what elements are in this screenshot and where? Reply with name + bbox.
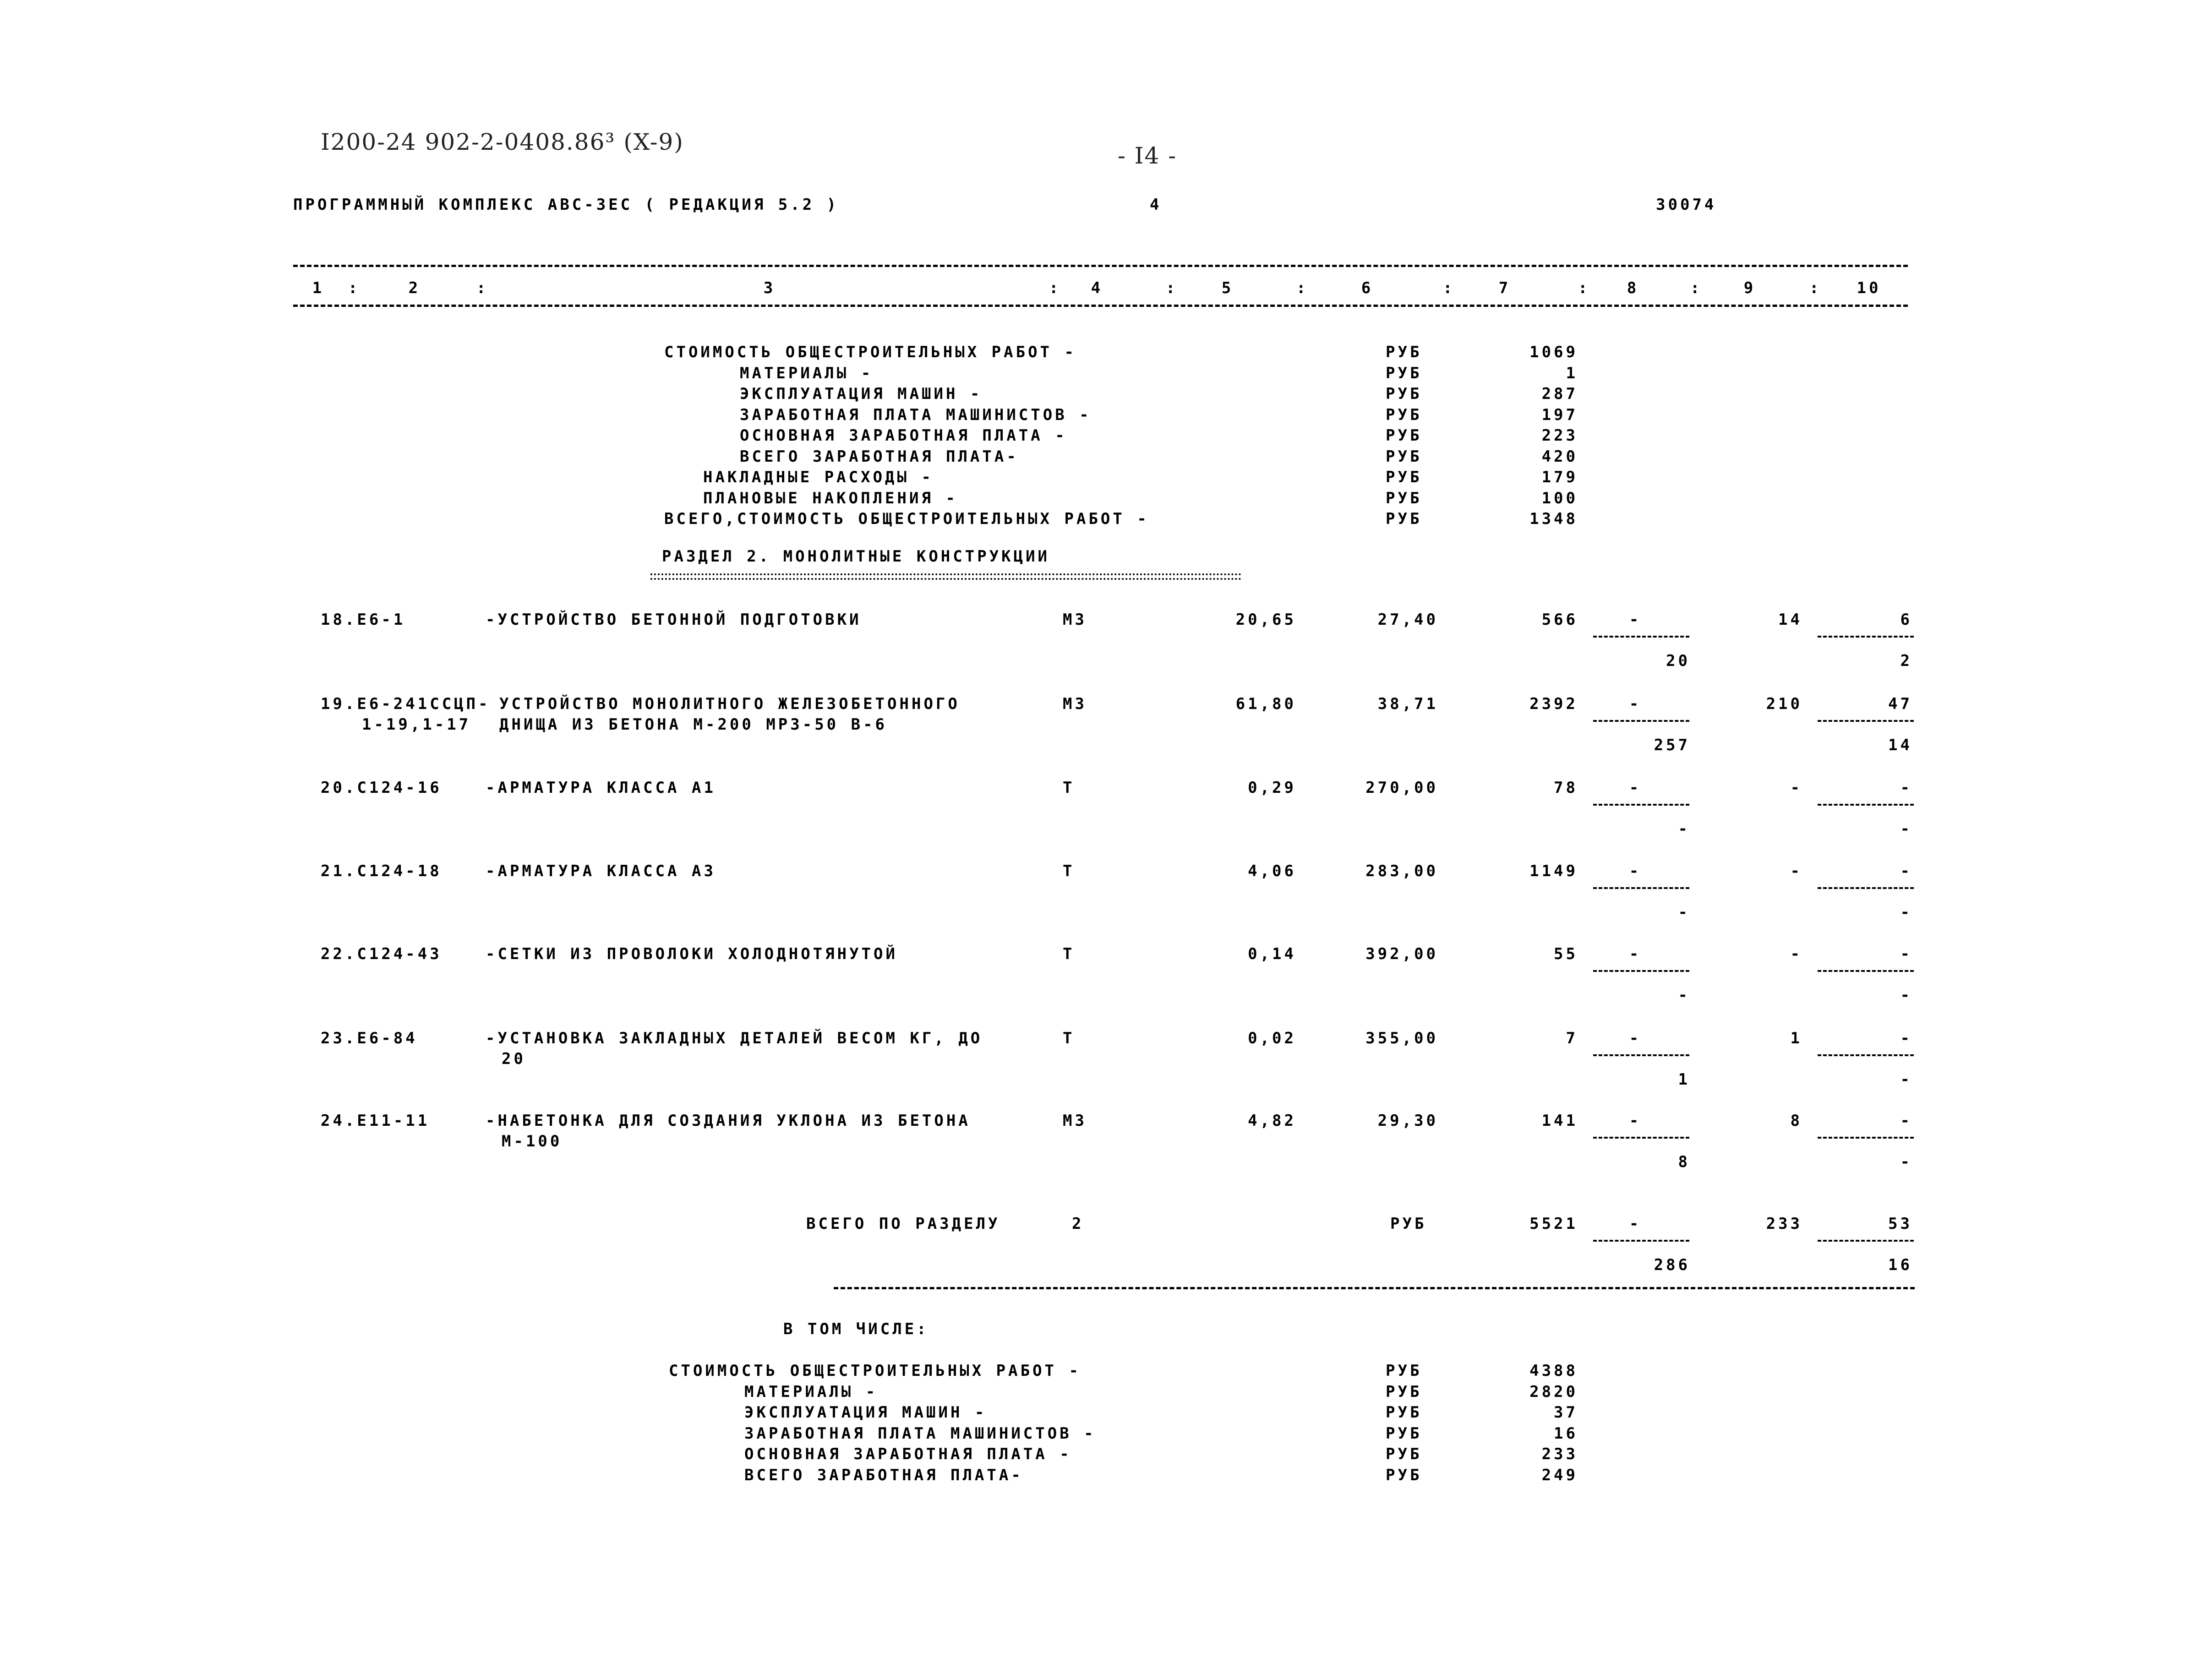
- item-col10-bottom: -: [1900, 986, 1912, 1004]
- item-col8-top: -: [1629, 945, 1642, 963]
- item-col10-bottom: -: [1900, 1070, 1912, 1089]
- item-col9: 210: [1766, 695, 1802, 713]
- item-col8-rule: [1593, 970, 1689, 972]
- item-description: УСТРОЙСТВО МОНОЛИТНОГО ЖЕЛЕЗОБЕТОННОГО: [499, 695, 960, 713]
- column-separator: :: [476, 279, 489, 297]
- summary-value: 1: [1566, 364, 1578, 382]
- item-quantity: 61,80: [1235, 695, 1296, 713]
- column-header-8: 8: [1627, 279, 1639, 297]
- summary-unit: РУБ: [1386, 405, 1422, 424]
- section-total-col8-bottom: 286: [1654, 1256, 1690, 1274]
- summary-value: 37: [1554, 1403, 1578, 1422]
- item-unit: Т: [1063, 779, 1075, 797]
- summary-value: 233: [1541, 1445, 1578, 1463]
- item-col9: -: [1790, 945, 1802, 963]
- item-unit-price: 27,40: [1377, 611, 1438, 629]
- column-separator: :: [1049, 279, 1061, 297]
- summary-label: ОСНОВНАЯ ЗАРАБОТНАЯ ПЛАТА -: [740, 426, 1067, 445]
- summary-label: ВСЕГО ЗАРАБОТНАЯ ПЛАТА-: [744, 1466, 1023, 1484]
- summary-label: НАКЛАДНЫЕ РАСХОДЫ -: [703, 468, 934, 486]
- item-col10-rule: [1818, 970, 1914, 972]
- summary-label: МАТЕРИАЛЫ -: [740, 364, 874, 382]
- summary-value: 1069: [1529, 343, 1578, 361]
- summary-value: 420: [1541, 447, 1578, 466]
- summary-label: ЗАРАБОТНАЯ ПЛАТА МАШИНИСТОВ -: [744, 1424, 1096, 1443]
- section-total-label: ВСЕГО ПО РАЗДЕЛУ: [806, 1215, 1000, 1233]
- summary-value: 16: [1554, 1424, 1578, 1443]
- item-col8-bottom: -: [1678, 820, 1690, 838]
- column-header-1: 1: [312, 279, 325, 297]
- item-col8-bottom: -: [1678, 986, 1690, 1004]
- column-header-4: 4: [1091, 279, 1103, 297]
- item-code: 20.С124-16: [321, 779, 442, 797]
- summary-value: 287: [1541, 385, 1578, 403]
- column-header-9: 9: [1743, 279, 1756, 297]
- summary-unit: РУБ: [1386, 510, 1422, 528]
- item-col8-top: -: [1629, 779, 1642, 797]
- summary-label: СТОИМОСТЬ ОБЩЕСТРОИТЕЛЬНЫХ РАБОТ -: [664, 343, 1076, 361]
- column-separator: :: [1809, 279, 1822, 297]
- item-col10-bottom: -: [1900, 1153, 1912, 1171]
- sheet-number: 4: [1150, 196, 1162, 214]
- document-code: 30074: [1656, 196, 1717, 214]
- summary-label: ВСЕГО,СТОИМОСТЬ ОБЩЕСТРОИТЕЛЬНЫХ РАБОТ -: [664, 510, 1149, 528]
- item-code: 18.Е6-1: [321, 611, 406, 629]
- item-unit-price: 38,71: [1377, 695, 1438, 713]
- item-col10-bottom: -: [1900, 903, 1912, 922]
- section-total-unit: РУБ: [1390, 1215, 1427, 1233]
- summary-unit: РУБ: [1386, 426, 1422, 445]
- item-unit-price: 29,30: [1377, 1112, 1438, 1130]
- summary-value: 179: [1541, 468, 1578, 486]
- item-unit: Т: [1063, 862, 1075, 880]
- item-code: 23.Е6-84: [321, 1029, 418, 1047]
- item-col9: 8: [1790, 1112, 1802, 1130]
- summary-label: ЗАРАБОТНАЯ ПЛАТА МАШИНИСТОВ -: [740, 405, 1092, 424]
- section-total-col8-top: -: [1629, 1215, 1642, 1233]
- section-total-col8-rule: [1593, 1240, 1689, 1242]
- item-col10-top: 47: [1888, 695, 1912, 713]
- section-total-col10-bottom: 16: [1888, 1256, 1912, 1274]
- item-quantity: 20,65: [1235, 611, 1296, 629]
- summary-unit: РУБ: [1386, 447, 1422, 466]
- summary-value: 2820: [1529, 1382, 1578, 1401]
- summary-unit: РУБ: [1386, 1445, 1422, 1463]
- item-unit-price: 270,00: [1365, 779, 1438, 797]
- item-col8-top: -: [1629, 1112, 1642, 1130]
- item-quantity: 4,82: [1248, 1112, 1296, 1130]
- column-header-10: 10: [1857, 279, 1881, 297]
- section-total-number: 2: [1072, 1215, 1084, 1233]
- summary-label: ОСНОВНАЯ ЗАРАБОТНАЯ ПЛАТА -: [744, 1445, 1072, 1463]
- item-col8-rule: [1593, 804, 1689, 806]
- item-description-continuation: ДНИЩА ИЗ БЕТОНА М-200 МРЗ-50 В-6: [499, 715, 888, 734]
- item-unit-price: 355,00: [1365, 1029, 1438, 1047]
- section-title: РАЗДЕЛ 2. МОНОЛИТНЫЕ КОНСТРУКЦИИ: [662, 547, 1050, 566]
- header-rule-top: [293, 265, 1908, 267]
- summary-label: ПЛАНОВЫЕ НАКОПЛЕНИЯ -: [703, 489, 958, 507]
- summary-unit: РУБ: [1386, 1382, 1422, 1401]
- item-total: 566: [1541, 611, 1578, 629]
- summary-unit: РУБ: [1386, 385, 1422, 403]
- item-col8-rule: [1593, 1054, 1689, 1056]
- item-col10-rule: [1818, 1054, 1914, 1056]
- summary-value: 4388: [1529, 1362, 1578, 1380]
- column-header-6: 6: [1361, 279, 1374, 297]
- item-col10-top: -: [1900, 945, 1912, 963]
- summary-value: 1348: [1529, 510, 1578, 528]
- item-description: -АРМАТУРА КЛАССА А3: [486, 862, 716, 880]
- item-col10-bottom: 14: [1888, 736, 1912, 754]
- section-underline: [650, 573, 1241, 580]
- program-title: ПРОГРАММНЫЙ КОМПЛЕКС АВС-3ЕС ( РЕДАКЦИЯ 5.2 ): [293, 196, 839, 214]
- item-unit: М3: [1063, 695, 1087, 713]
- item-description: -УСТАНОВКА ЗАКЛАДНЫХ ДЕТАЛЕЙ ВЕСОМ КГ, ДО: [486, 1029, 983, 1047]
- summary-value: 197: [1541, 405, 1578, 424]
- item-col10-top: -: [1900, 862, 1912, 880]
- item-code-continuation: 1-19,1-17: [362, 715, 471, 734]
- item-col8-bottom: 20: [1666, 652, 1690, 670]
- summary-unit: РУБ: [1386, 468, 1422, 486]
- item-col10-top: -: [1900, 1112, 1912, 1130]
- item-description: -УСТРОЙСТВО БЕТОННОЙ ПОДГОТОВКИ: [486, 611, 862, 629]
- item-col8-bottom: 1: [1678, 1070, 1690, 1089]
- item-col9: 14: [1778, 611, 1802, 629]
- column-separator: :: [1166, 279, 1178, 297]
- summary-unit: РУБ: [1386, 1403, 1422, 1422]
- section-total-rule: [834, 1287, 1915, 1289]
- item-col10-rule: [1818, 720, 1914, 722]
- item-description-continuation: М-100: [502, 1132, 563, 1151]
- section-total-col10-top: 53: [1888, 1215, 1912, 1233]
- item-description: -АРМАТУРА КЛАССА А1: [486, 779, 716, 797]
- summary-unit: РУБ: [1386, 489, 1422, 507]
- item-code: 19.Е6-241ССЦП-: [321, 695, 491, 713]
- item-col8-bottom: 257: [1654, 736, 1690, 754]
- handwritten-doc-number: I200-24 902-2-0408.86³ (X-9): [321, 129, 684, 155]
- column-separator: :: [1578, 279, 1590, 297]
- item-description-continuation: 20: [502, 1050, 526, 1068]
- item-total: 7: [1566, 1029, 1578, 1047]
- column-header-3: 3: [763, 279, 776, 297]
- item-col8-top: -: [1629, 695, 1642, 713]
- item-col10-rule: [1818, 804, 1914, 806]
- item-code: 24.Е11-11: [321, 1112, 430, 1130]
- item-code: 22.С124-43: [321, 945, 442, 963]
- summary-value: 223: [1541, 426, 1578, 445]
- column-header-7: 7: [1498, 279, 1511, 297]
- summary-unit: РУБ: [1386, 364, 1422, 382]
- summary-label: ВСЕГО ЗАРАБОТНАЯ ПЛАТА-: [740, 447, 1019, 466]
- item-col9: -: [1790, 779, 1802, 797]
- item-col10-top: 6: [1900, 611, 1912, 629]
- item-col8-rule: [1593, 636, 1689, 638]
- item-quantity: 0,02: [1248, 1029, 1296, 1047]
- section-total-value: 5521: [1529, 1215, 1578, 1233]
- item-col8-bottom: -: [1678, 903, 1690, 922]
- item-unit: М3: [1063, 1112, 1087, 1130]
- summary-value: 249: [1541, 1466, 1578, 1484]
- item-quantity: 4,06: [1248, 862, 1296, 880]
- item-total: 2392: [1529, 695, 1578, 713]
- item-col8-rule: [1593, 720, 1689, 722]
- item-col8-top: -: [1629, 862, 1642, 880]
- item-col9: -: [1790, 862, 1802, 880]
- summary-unit: РУБ: [1386, 343, 1422, 361]
- summary-unit: РУБ: [1386, 1362, 1422, 1380]
- item-col8-rule: [1593, 1137, 1689, 1139]
- item-col10-top: -: [1900, 1029, 1912, 1047]
- header-rule-bottom: [293, 305, 1908, 307]
- section-total-col9: 233: [1766, 1215, 1802, 1233]
- summary-label: СТОИМОСТЬ ОБЩЕСТРОИТЕЛЬНЫХ РАБОТ -: [669, 1362, 1081, 1380]
- column-separator: :: [1690, 279, 1703, 297]
- summary-label: ЭКСПЛУАТАЦИЯ МАШИН -: [740, 385, 983, 403]
- item-unit: Т: [1063, 1029, 1075, 1047]
- column-header-5: 5: [1221, 279, 1234, 297]
- section-total-col10-rule: [1818, 1240, 1914, 1242]
- item-total: 55: [1554, 945, 1578, 963]
- column-separator: :: [348, 279, 360, 297]
- item-col10-top: -: [1900, 779, 1912, 797]
- item-col10-bottom: -: [1900, 820, 1912, 838]
- item-col10-bottom: 2: [1900, 652, 1912, 670]
- summary-value: 100: [1541, 489, 1578, 507]
- item-unit: М3: [1063, 611, 1087, 629]
- item-unit: Т: [1063, 945, 1075, 963]
- item-col8-top: -: [1629, 1029, 1642, 1047]
- item-col8-top: -: [1629, 611, 1642, 629]
- item-total: 78: [1554, 779, 1578, 797]
- item-quantity: 0,14: [1248, 945, 1296, 963]
- item-code: 21.С124-18: [321, 862, 442, 880]
- including-label: В ТОМ ЧИСЛЕ:: [783, 1320, 929, 1338]
- summary-label: МАТЕРИАЛЫ -: [744, 1382, 878, 1401]
- page-number: - I4 -: [1118, 142, 1177, 169]
- item-description: -НАБЕТОНКА ДЛЯ СОЗДАНИЯ УКЛОНА ИЗ БЕТОНА: [486, 1112, 971, 1130]
- column-separator: :: [1296, 279, 1309, 297]
- item-unit-price: 283,00: [1365, 862, 1438, 880]
- summary-label: ЭКСПЛУАТАЦИЯ МАШИН -: [744, 1403, 987, 1422]
- item-col8-bottom: 8: [1678, 1153, 1690, 1171]
- item-total: 141: [1541, 1112, 1578, 1130]
- item-quantity: 0,29: [1248, 779, 1296, 797]
- column-header-2: 2: [408, 279, 421, 297]
- item-total: 1149: [1529, 862, 1578, 880]
- summary-unit: РУБ: [1386, 1466, 1422, 1484]
- column-separator: :: [1443, 279, 1455, 297]
- item-col10-rule: [1818, 887, 1914, 889]
- item-description: -СЕТКИ ИЗ ПРОВОЛОКИ ХОЛОДНОТЯНУТОЙ: [486, 945, 898, 963]
- item-col8-rule: [1593, 887, 1689, 889]
- item-unit-price: 392,00: [1365, 945, 1438, 963]
- item-col9: 1: [1790, 1029, 1802, 1047]
- item-col10-rule: [1818, 636, 1914, 638]
- item-col10-rule: [1818, 1137, 1914, 1139]
- summary-unit: РУБ: [1386, 1424, 1422, 1443]
